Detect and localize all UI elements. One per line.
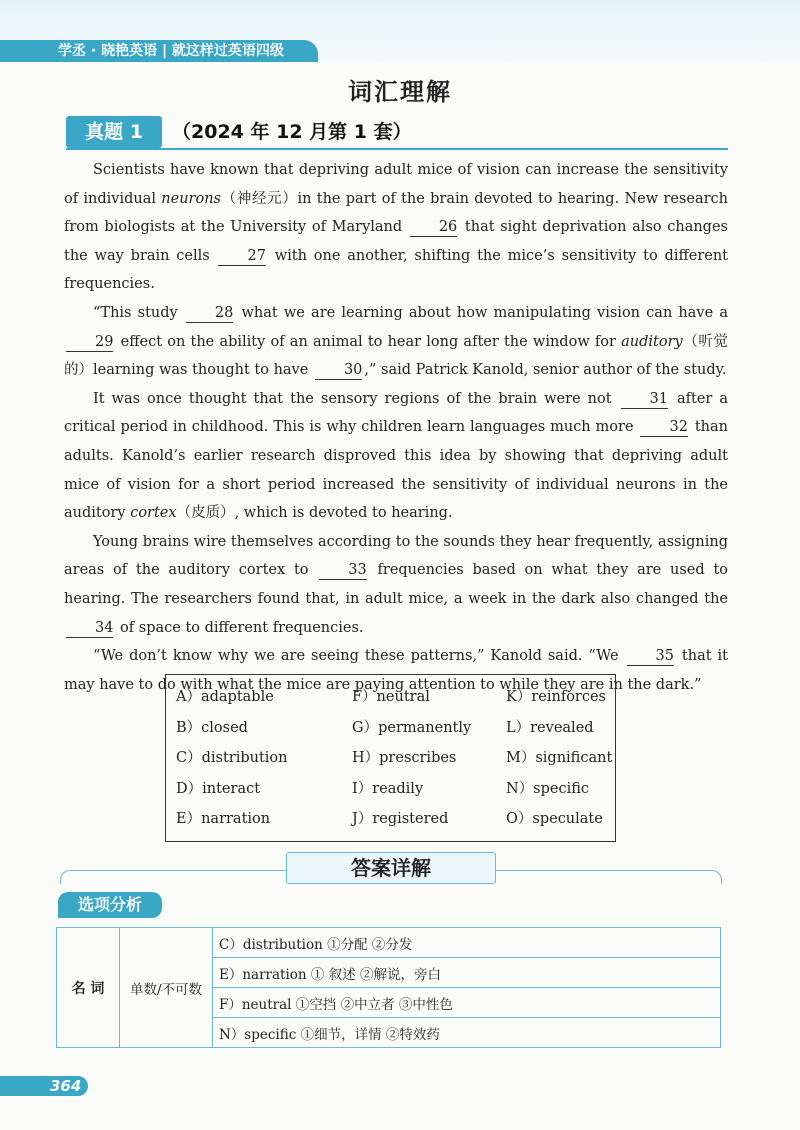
option-l: L）revealed bbox=[506, 719, 594, 736]
option-h: H）prescribes bbox=[352, 750, 457, 766]
option-a: A）adaptable bbox=[176, 689, 274, 705]
paragraph-5: “We don’t know why we are seeing these patterns,” Kanold said. “We 35 that it may have to do with what the mice are paying attention to while they are in the dark.” bbox=[64, 648, 728, 693]
vocab-table bbox=[56, 927, 721, 1048]
word-bank bbox=[165, 674, 616, 842]
blank-31: 31 bbox=[621, 390, 668, 409]
page-title: 词汇理解 bbox=[348, 78, 452, 106]
option-k: K）reinforces bbox=[506, 689, 606, 705]
answer-divider-left bbox=[60, 870, 286, 884]
blank-32: 32 bbox=[640, 418, 687, 437]
blank-33: 33 bbox=[319, 561, 366, 580]
option-n: N）specific bbox=[506, 780, 590, 797]
answer-divider-right bbox=[496, 870, 722, 884]
blank-27: 27 bbox=[218, 247, 265, 266]
vocab-item: F）neutral ①空挡 ②中立者 ③中性色 bbox=[213, 988, 721, 1018]
option-j: J）registered bbox=[352, 811, 449, 827]
blank-34: 34 bbox=[66, 619, 113, 638]
blank-30: 30 bbox=[315, 361, 362, 380]
answers-header: 答案详解 bbox=[286, 852, 496, 884]
option-o: O）speculate bbox=[506, 811, 603, 827]
blank-26: 26 bbox=[410, 218, 457, 237]
option-g: G）permanently bbox=[352, 719, 472, 736]
paragraph-4: Young brains wire themselves according to the sounds they hear frequently, assigning areas of the auditory cortex to 33 frequencies based on what they are used to hearing. The researchers found that, in adult mice, a week in the dark also changed the 34 of space to different frequencies. bbox=[64, 533, 728, 636]
option-m: M）significant bbox=[506, 750, 613, 766]
blank-28: 28 bbox=[186, 304, 233, 323]
vocab-item: C）distribution ①分配 ②分发 bbox=[213, 928, 721, 958]
paragraph-1: Scientists have known that depriving adult mice of vision can increase the sensitivity of individual neurons（神经元）in the part of the brain devoted to hearing. New research from biologists at the University of Maryland 26 that sight deprivation also changes the way brain cells 27 with one another, shifting the mice’s sensitivity to different frequencies. bbox=[64, 162, 729, 293]
paragraph-2: “This study 28 what we are learning about how manipulating vision can have a 29 effect on the ability of an animal to hear long after the window for auditory（听觉的）learning was thought to have 30 ,” said Patrick Kanold, senior author of the study. bbox=[64, 304, 729, 379]
paragraph-3: It was once thought that the sensory regions of the brain were not 31 after a critical period in childhood. This is why children learn languages much more 32 than adults. Kanold’s earlier research disproved this idea by showing that depriving adult mice of vision for a short period increased the sensitivity of individual neurons in the auditory cortex（皮质）, which is devoted to hearing. bbox=[64, 390, 728, 522]
option-b: B）closed bbox=[176, 719, 248, 736]
part-of-speech-cell: 名 词 bbox=[57, 928, 120, 1048]
vocab-item: E）narration ① 叙述 ②解说，旁白 bbox=[213, 958, 721, 988]
option-e: E）narration bbox=[176, 811, 271, 827]
header-banner: 学丞 · 晓艳英语 | 就这样过英语四级 bbox=[0, 40, 318, 62]
gloss-word: cortex bbox=[130, 505, 177, 522]
exam-badge: 真题 1 bbox=[66, 116, 162, 148]
vocab-item: N）specific ①细节，详情 ②特效药 bbox=[213, 1018, 721, 1048]
section-badge: 选项分析 bbox=[58, 892, 162, 918]
blank-29: 29 bbox=[66, 333, 113, 352]
option-d: D）interact bbox=[176, 780, 261, 797]
exam-info: （2024 年 12 月第 1 套） bbox=[172, 121, 412, 143]
blank-35: 35 bbox=[627, 647, 674, 666]
option-c: C）distribution bbox=[176, 750, 288, 766]
gloss-word: auditory bbox=[621, 333, 683, 350]
option-f: F）neutral bbox=[352, 689, 430, 705]
table-row bbox=[57, 928, 721, 958]
exam-divider bbox=[66, 148, 728, 150]
gloss-word: neurons bbox=[161, 190, 221, 207]
passage bbox=[64, 156, 728, 699]
noun-type-cell: 单数/不可数 bbox=[120, 928, 213, 1048]
page-number: 364 bbox=[50, 1077, 82, 1095]
option-i: I）readily bbox=[352, 780, 424, 797]
